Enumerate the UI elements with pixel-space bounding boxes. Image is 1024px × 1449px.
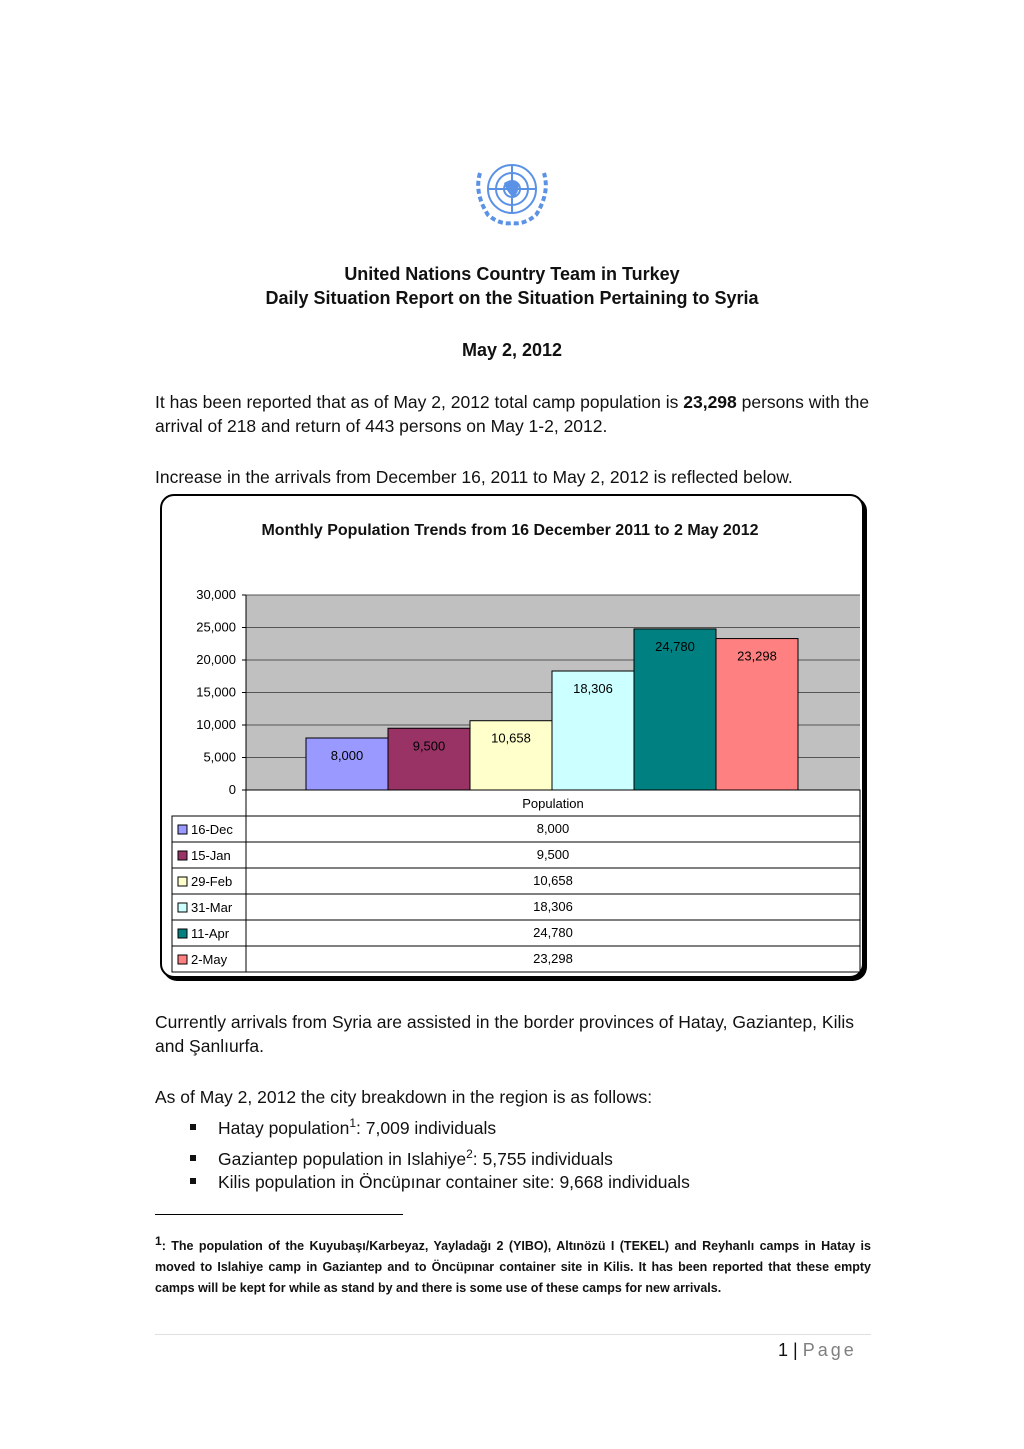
legend-swatch-icon bbox=[178, 877, 187, 886]
chart-title: Monthly Population Trends from 16 December 2011 to 2 May 2012 bbox=[261, 522, 759, 539]
legend-swatch-icon bbox=[178, 929, 187, 938]
y-tick-label: 30,000 bbox=[196, 587, 236, 602]
data-label: 10,658 bbox=[491, 730, 531, 746]
intro-paragraph bbox=[155, 390, 875, 438]
table-value: 8,000 bbox=[536, 821, 570, 836]
breakdown-intro: As of May 2, 2012 the city breakdown in the region is as follows: bbox=[155, 1087, 653, 1107]
legend-swatch-icon bbox=[178, 903, 187, 912]
increase-paragraph: Increase in the arrivals from December 16, 2011 to May 2, 2012 is reflected below. bbox=[155, 467, 793, 487]
report-date: May 2, 2012 bbox=[461, 340, 563, 360]
total-population: 23,298 bbox=[683, 392, 737, 412]
breakdown-text: Gaziantep population in Islahiye bbox=[218, 1148, 467, 1169]
table-value: 9,500 bbox=[536, 847, 570, 862]
y-tick-label: 10,000 bbox=[196, 717, 236, 732]
footnote-ref[interactable]: 2 bbox=[466, 1147, 473, 1161]
data-label: 24,780 bbox=[655, 638, 695, 654]
page-footer-rule bbox=[155, 1334, 871, 1335]
category-label: Population bbox=[522, 796, 584, 811]
y-tick-label: 25,000 bbox=[196, 619, 236, 635]
footnote-text: : The population of the Kuyubaşı/Karbeyaz, Yayladağı 2 (YIBO), Altınözü I (TEKEL) and Reyhanlı camps in Hatay is moved to Islahiye camp in Gaziantep and to Öncüpınar container site in Kilis. It has been reported that these empty camps will be kept for while as stand by and there is some use of these camps for new arrivals. bbox=[155, 1239, 871, 1296]
y-tick-label: 5,000 bbox=[203, 749, 236, 765]
legend-swatch-icon bbox=[178, 825, 187, 834]
bar-16-Dec bbox=[306, 738, 388, 790]
assist-paragraph: Currently arrivals from Syria are assisted in the border provinces of Hatay, Gaziantep, Kilis and Şanlıurfa. bbox=[155, 1012, 854, 1056]
legend-label: 16-Dec bbox=[191, 822, 233, 837]
footnote bbox=[155, 1231, 871, 1299]
page-footer bbox=[778, 1340, 857, 1361]
legend-swatch-icon bbox=[178, 955, 187, 964]
data-label: 18,306 bbox=[573, 681, 613, 697]
breakdown-item-kilis bbox=[190, 1172, 690, 1193]
y-tick-label: 15,000 bbox=[196, 684, 236, 700]
data-label: 8,000 bbox=[330, 748, 364, 763]
report-title: Daily Situation Report on the Situation Pertaining to Syria bbox=[265, 288, 759, 308]
breakdown-item-hatay bbox=[190, 1116, 496, 1139]
un-emblem-icon bbox=[470, 153, 554, 229]
legend-label: 31-Mar bbox=[191, 900, 233, 915]
y-tick-label: 20,000 bbox=[196, 652, 236, 667]
bullet-icon bbox=[190, 1178, 196, 1184]
footnote-separator bbox=[155, 1214, 403, 1215]
footnote-ref[interactable]: 1 bbox=[349, 1116, 357, 1130]
population-chart bbox=[160, 560, 862, 974]
table-value: 23,298 bbox=[533, 951, 573, 966]
breakdown-text: Hatay population bbox=[218, 1117, 350, 1138]
table-value: 24,780 bbox=[533, 925, 573, 940]
legend-swatch-icon bbox=[178, 851, 187, 860]
table-value: 10,658 bbox=[533, 873, 573, 888]
breakdown-item-gaziantep bbox=[190, 1147, 613, 1170]
intro-part1: It has been reported that as of May 2, 2012 total camp population is bbox=[155, 392, 684, 412]
table-value: 18,306 bbox=[533, 899, 573, 914]
bullet-icon bbox=[190, 1124, 196, 1130]
legend-label: 29-Feb bbox=[191, 874, 233, 889]
bullet-icon bbox=[190, 1155, 196, 1161]
footnote-mark: 1 bbox=[155, 1234, 162, 1248]
intro-part2: persons with the arrival of 218 and return of 443 persons on May 1-2, 2012. bbox=[155, 392, 870, 436]
data-label: 23,298 bbox=[737, 648, 777, 664]
page-label: Page bbox=[802, 1340, 857, 1360]
breakdown-value: : 5,755 individuals bbox=[472, 1148, 613, 1169]
data-label: 9,500 bbox=[412, 738, 446, 754]
breakdown-text: Kilis population in Öncüpınar container site: 9,668 individuals bbox=[218, 1172, 690, 1192]
legend-label: 2-May bbox=[191, 952, 228, 967]
legend-label: 15-Jan bbox=[191, 848, 231, 863]
legend-label: 11-Apr bbox=[191, 926, 230, 941]
page-number: 1 bbox=[778, 1340, 789, 1360]
org-title: United Nations Country Team in Turkey bbox=[344, 264, 680, 284]
y-tick-label: 0 bbox=[228, 782, 236, 797]
page-separator: | bbox=[788, 1340, 803, 1360]
breakdown-value: : 7,009 individuals bbox=[356, 1117, 497, 1138]
